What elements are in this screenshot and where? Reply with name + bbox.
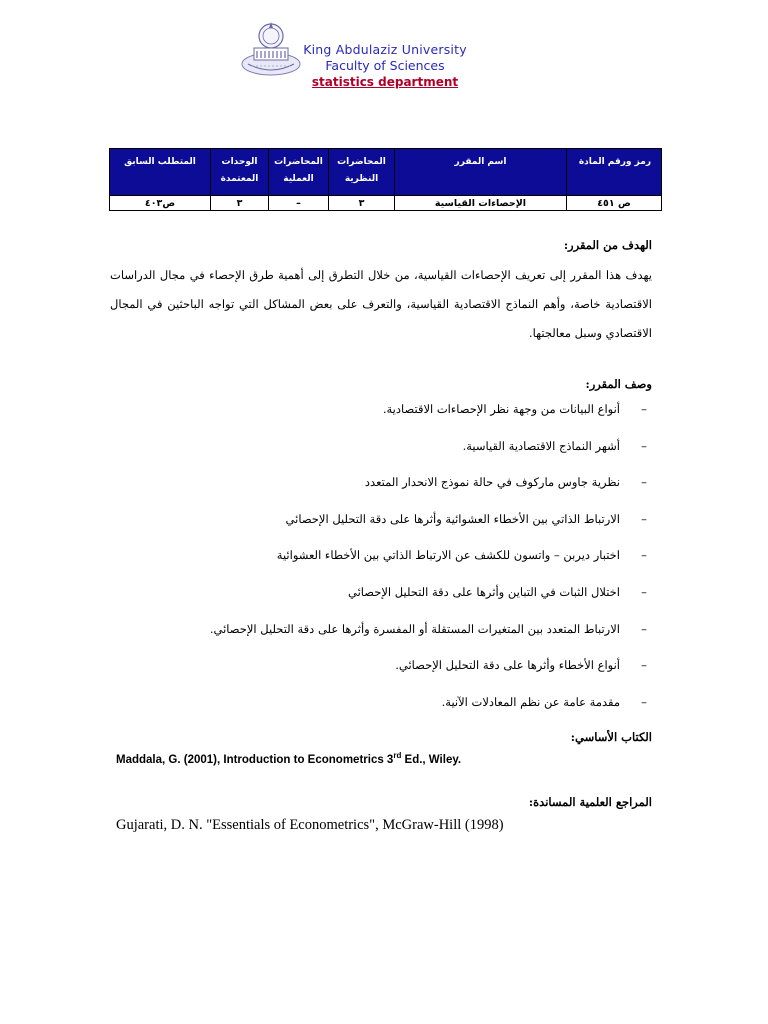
header-text	[300, 42, 470, 90]
references-heading: المراجع العلمية المساندة:	[528, 795, 652, 809]
faculty-name: Faculty of Sciences	[325, 58, 445, 73]
header-credits: الوحدات المعتمدة	[211, 149, 269, 196]
bullet-dash: –	[641, 438, 647, 453]
header-prerequisite: المتطلب السابق	[110, 149, 211, 196]
goal-heading: الهدف من المقرر:	[563, 238, 652, 252]
cell-code: ص ٤٥١	[567, 196, 662, 211]
cell-lectures-practical: –	[269, 196, 329, 211]
cell-credits: ٣	[211, 196, 269, 211]
course-table-header-row	[110, 149, 662, 196]
bullet-dash: –	[641, 658, 647, 673]
textbook-reference: Maddala, G. (2001), Introduction to Econometrics 3rd Ed., Wiley.	[116, 751, 462, 766]
list-item: – اختبار ديربن – واتسون للكشف عن الارتباط الذاتي بين الأخطاء العشوائية	[210, 544, 620, 581]
header-lectures-practical: المحاضرات العملية	[269, 149, 329, 196]
list-item: – أنواع الأخطاء وأثرها على دقة التحليل الإحصائي.	[210, 654, 620, 691]
list-item: – نظرية جاوس ماركوف في حالة نموذج الانحدار المتعدد	[210, 471, 620, 508]
bullet-dash: –	[641, 548, 647, 563]
list-item: – الارتباط المتعدد بين المتغيرات المستقلة أو المفسرة وأثرها على دقة التحليل الإحصائي.	[210, 618, 620, 655]
description-list	[209, 398, 647, 727]
bullet-dash: –	[641, 621, 647, 636]
bullet-dash: –	[641, 402, 647, 416]
department-name: statistics department	[311, 75, 459, 89]
cell-prerequisite: ص٤٠٣	[110, 196, 211, 211]
list-item: – مقدمة عامة عن نظم المعادلات الآنية.	[210, 691, 620, 728]
list-item: – أشهر النماذج الاقتصادية القياسية.	[210, 435, 620, 472]
university-logo	[240, 14, 302, 78]
list-item: – اختلال الثبات في التباين وأثرها على دقة التحليل الإحصائي	[210, 581, 620, 618]
cell-lectures-theory: ٣	[329, 196, 395, 211]
header-code: رمز ورقم المادة	[567, 149, 662, 196]
list-item: – أنواع البيانات من وجهة نظر الإحصاءات الاقتصادية.	[210, 398, 620, 435]
course-table	[109, 148, 662, 211]
bullet-dash: –	[641, 694, 647, 709]
cell-name: الإحصاءات القياسية	[395, 196, 567, 211]
bullet-dash: –	[641, 511, 647, 526]
header-name: اسم المقرر	[395, 149, 567, 196]
description-heading: وصف المقرر:	[585, 377, 652, 391]
university-name: King Abdulaziz University	[303, 42, 467, 57]
goal-paragraph: يهدف هذا المقرر إلى تعريف الإحصاءات القياسية، من خلال التطرق إلى أهمية طرق الإحصاء في مجال الدراسات الاقتصادية خاصة، وأهم النماذج الاقتصادية القياسية، والتعرف على بعض المشاكل التي تواجه الباحثين في المجال الاقتصادي وسبل معالجتها.	[110, 268, 652, 340]
reference-item: Gujarati, D. N. "Essentials of Econometrics", McGraw-Hill (1998)	[116, 817, 504, 833]
header-lectures-theory: المحاضرات النظرية	[329, 149, 395, 196]
list-item: – الارتباط الذاتي بين الأخطاء العشوائية وأثرها على دقة التحليل الإحصائي	[210, 508, 620, 545]
textbook-heading: الكتاب الأساسي:	[570, 730, 652, 744]
bullet-dash: –	[641, 584, 647, 599]
bullet-dash: –	[641, 475, 647, 490]
table-row	[110, 196, 662, 211]
